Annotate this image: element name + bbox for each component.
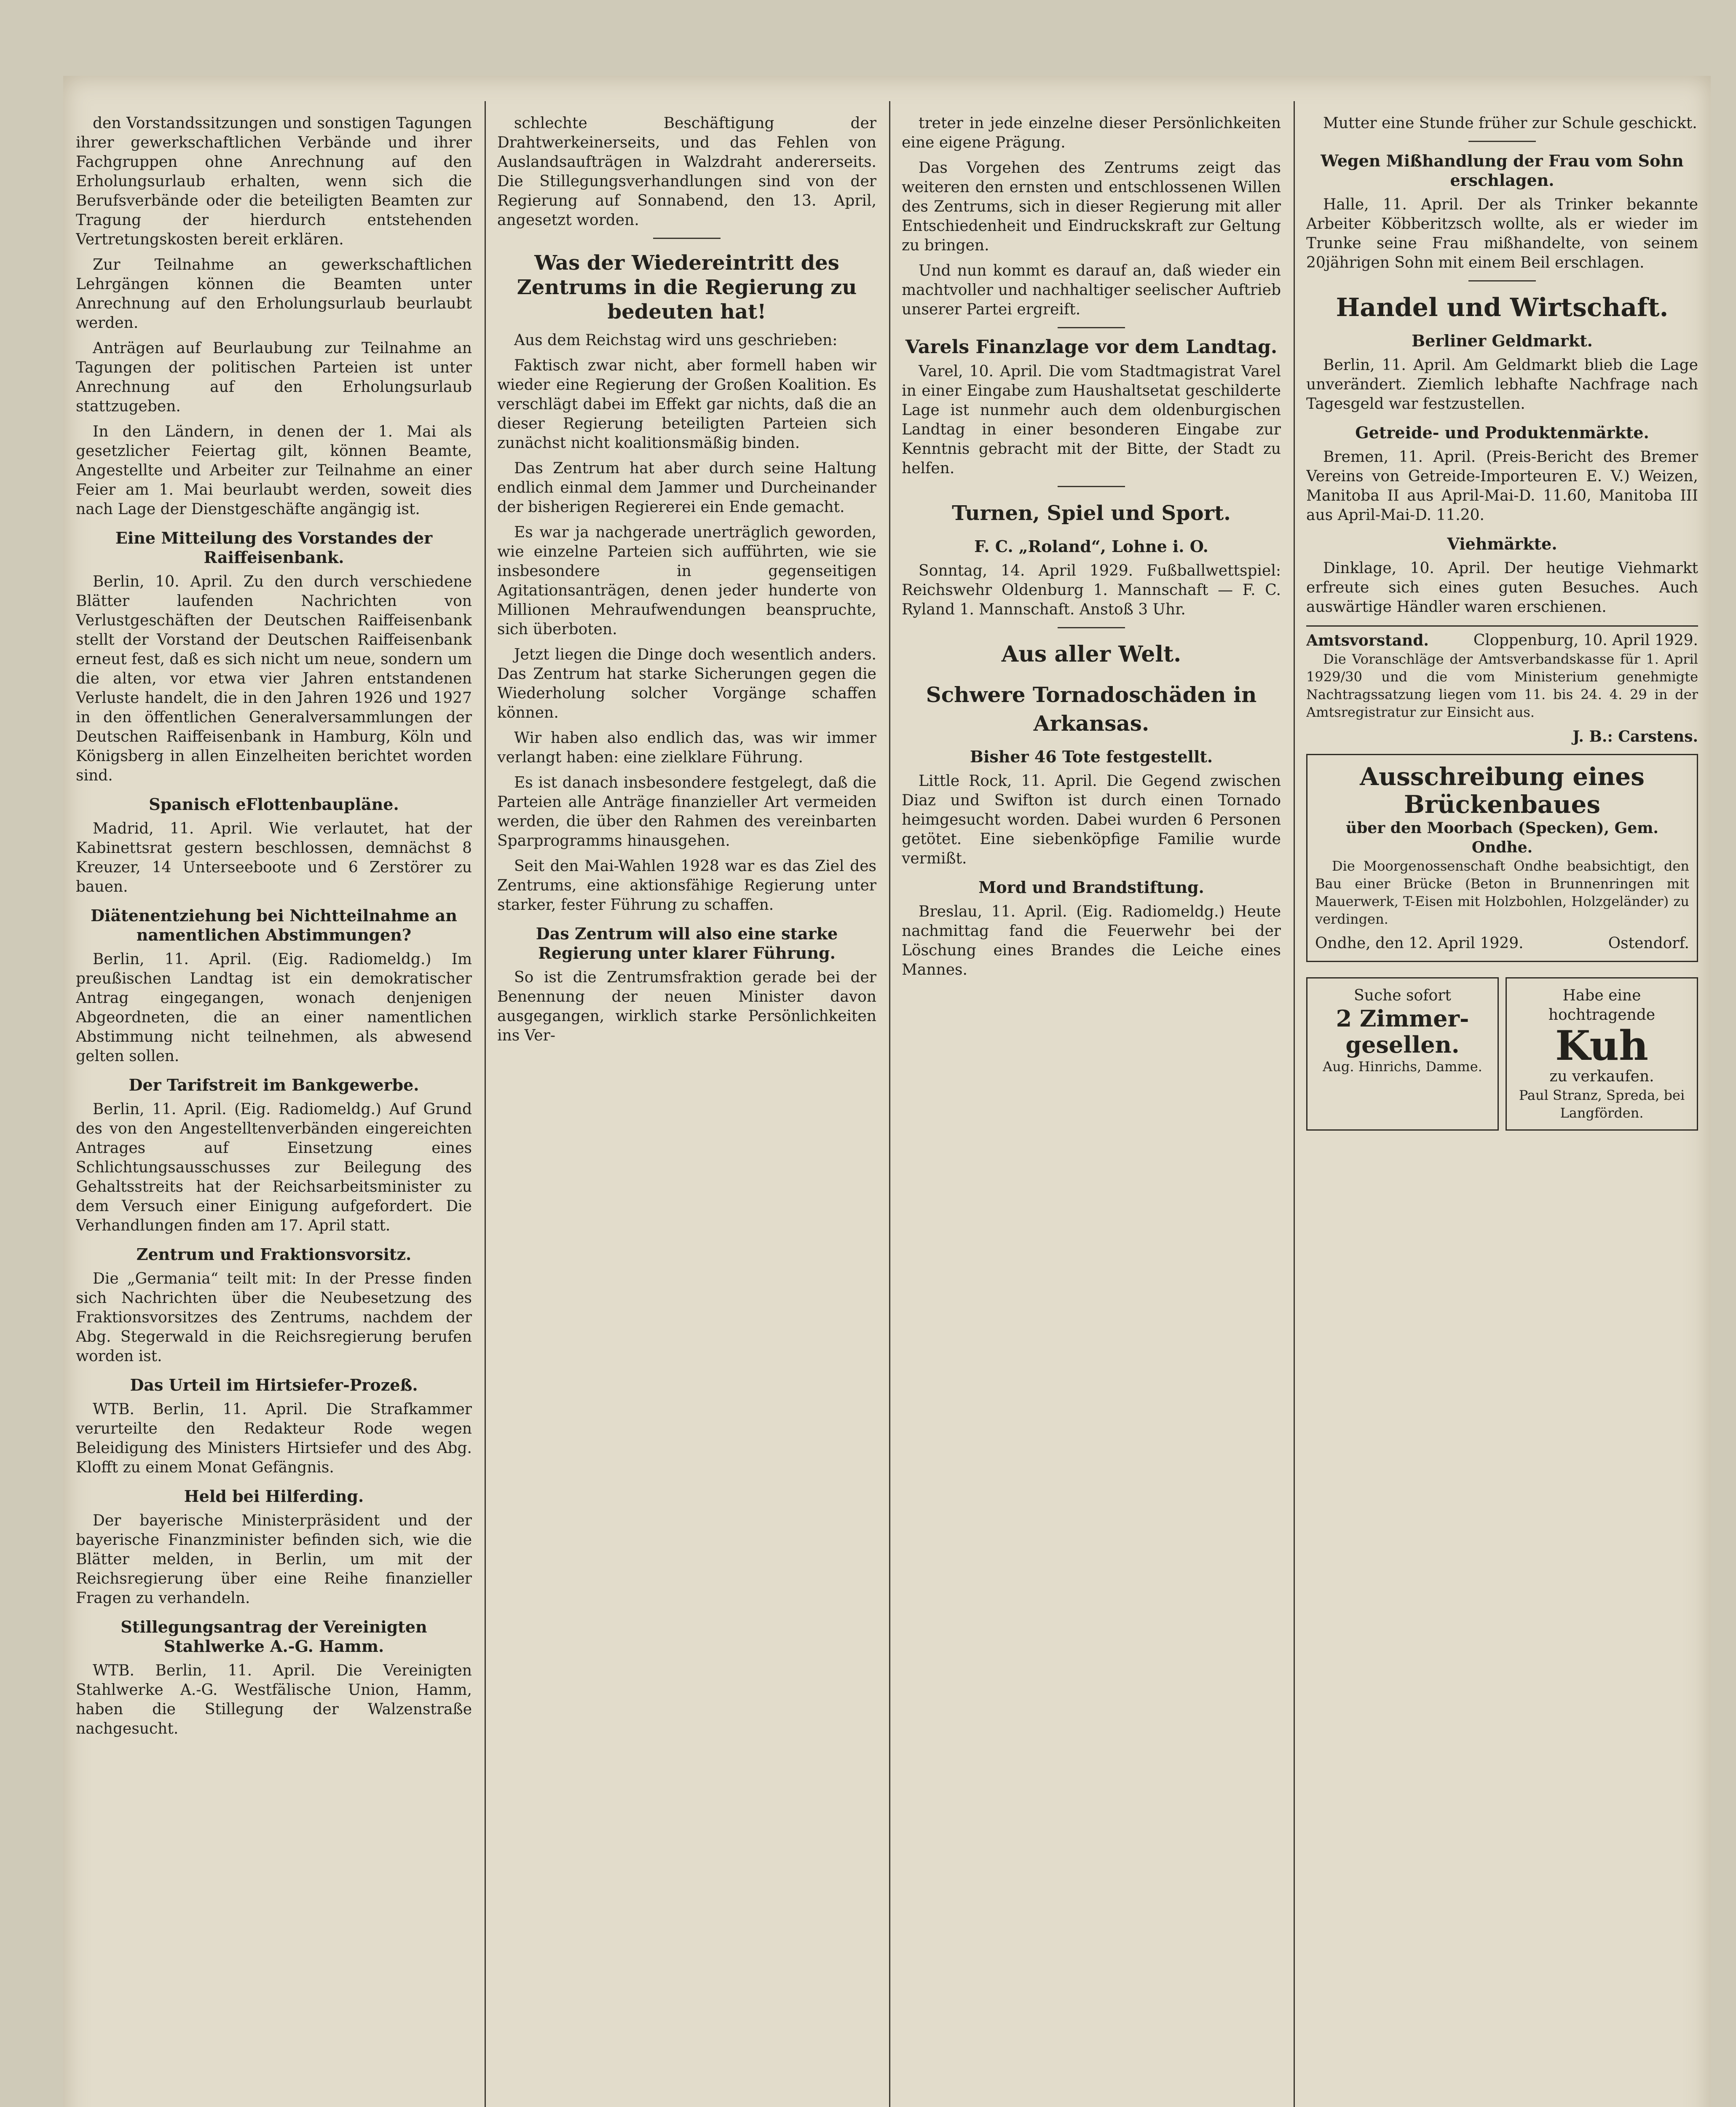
- newspaper-page: [63, 76, 1711, 2107]
- article-paragraph: Es ist danach insbesondere festgelegt, daß die Parteien alle Anträge finanzieller Art vermeiden werden, die über den Rahmen des vereinbarten Sparprogramms hinausgehen.: [497, 774, 876, 850]
- column-3: [902, 114, 1281, 2107]
- headline-aus-aller-welt: Aus aller Welt.: [1001, 641, 1181, 667]
- headline-diaeten: Diätenentziehung bei Nichtteilnahme an namentlichen Abstimmungen?: [91, 906, 457, 944]
- bridge-ad-signature: Ostendorf.: [1608, 935, 1689, 952]
- separator: [1058, 327, 1125, 328]
- separator: [653, 238, 721, 239]
- column-1: [76, 114, 472, 2107]
- headline-handel: Handel und Wirtschaft.: [1336, 293, 1669, 322]
- article-paragraph: Das Vorgehen des Zentrums zeigt das weiteren den ernsten und entschlossenen Willen des Zentrums, sich in dieser Regierung mit aller Entschiedenheit und Eindruckskraft zur Geltung zu bringen.: [902, 159, 1281, 254]
- article-paragraph: Der bayerische Ministerpräsident und der bayerische Finanzminister befinden sich, wie die Blätter melden, in Berlin, um mit der Reichsregierung über eine Reihe finanzieller Fragen zu verhandeln.: [76, 1512, 472, 1607]
- headline-spain: Spanisch eFlottenbaupläne.: [149, 795, 399, 814]
- bridge-ad: [1306, 754, 1698, 962]
- kuh-ad-top: Habe eine hochtragende: [1548, 987, 1656, 1024]
- headline-wiedereintritt: Was der Wiedereintritt des Zentrums in die Regierung zu bedeuten hat!: [517, 251, 857, 324]
- article-paragraph: Berlin, 11. April. (Eig. Radiomeldg.) Auf Grund des von den Angestelltenverbänden eingereichten Antrages auf Einsetzung eines Schlichtungsausschusses zur Beilegung des Gehaltsstreits hat der Reichsarbeitsminister zu dem Versuch einer Einigung aufgefordert. Die Verhandlungen finden am 17. April statt.: [76, 1101, 472, 1234]
- article-paragraph: Zur Teilnahme an gewerkschaftlichen Lehrgängen können die Beamten unter Anrechnung auf den Erholungsurlaub beurlaubt werden.: [76, 256, 472, 332]
- amt-label: Amtsvorstand.: [1306, 632, 1429, 649]
- headline-getreide: Getreide- und Produktenmärkte.: [1355, 423, 1649, 442]
- article-paragraph: Jetzt liegen die Dinge doch wesentlich anders. Das Zentrum hat starke Sicherungen gegen die Wiederholung solcher Vorgänge schaffen können.: [497, 646, 876, 721]
- kuh-ad-contact: Paul Stranz, Spreda, bei Langförden.: [1519, 1087, 1685, 1121]
- article-paragraph: Und nun kommt es darauf an, daß wieder ein machtvoller und nachhaltiger seelischer Auftrieb unserer Partei ergreift.: [902, 262, 1281, 318]
- article-paragraph: Bremen, 11. April. (Preis-Bericht des Bremer Vereins von Getreide-Importeuren E. V.) Weizen, Manitoba II aus April-Mai-D. 11.60, Manitoba III aus April-Mai-D. 11.20.: [1306, 448, 1698, 524]
- headline-stahl: Stillegungsantrag der Vereinigten Stahlwerke A.-G. Hamm.: [121, 1617, 427, 1656]
- column-4: [1306, 114, 1698, 2107]
- article-paragraph: Berlin, 11. April. Am Geldmarkt blieb die Lage unverändert. Ziemlich lebhafte Nachfrage nach Tagesgeld war festzustellen.: [1306, 357, 1698, 413]
- article-paragraph: Wir haben also endlich das, was wir immer verlangt haben: eine zielklare Führung.: [497, 729, 876, 766]
- article-paragraph: WTB. Berlin, 11. April. Die Strafkammer verurteilte den Redakteur Rode wegen Beleidigung des Ministers Hirtsiefer und des Abg. Klofft zu einem Monat Gefängnis.: [76, 1401, 472, 1476]
- headline-geldmarkt: Berliner Geldmarkt.: [1412, 331, 1593, 350]
- article-paragraph: Berlin, 11. April. (Eig. Radiomeldg.) Im preußischen Landtag ist ein demokratischer Antrag eingegangen, wonach denjenigen Abgeordneten, die an einer namentlichen Abstimmung nicht teilnehmen, als abwesend gelten sollen.: [76, 951, 472, 1065]
- headline-urteil: Das Urteil im Hirtsiefer-Prozeß.: [130, 1375, 418, 1394]
- subheadline-tote: Bisher 46 Tote festgestellt.: [970, 747, 1213, 766]
- article-paragraph: Das Zentrum hat aber durch seine Haltung endlich einmal dem Jammer und Durcheinander der bisherigen Regiererei ein Ende gemacht.: [497, 460, 876, 516]
- article-paragraph: WTB. Berlin, 11. April. Die Vereinigten Stahlwerke A.-G. Westfälische Union, Hamm, haben die Stillegung der Walzenstraße nachgesucht.: [76, 1662, 472, 1737]
- article-paragraph: treter in jede einzelne dieser Persönlichkeiten eine eigene Prägung.: [902, 115, 1281, 151]
- gesellen-ad-contact: Aug. Hinrichs, Damme.: [1323, 1059, 1482, 1075]
- bridge-ad-date: Ondhe, den 12. April 1929.: [1315, 935, 1524, 952]
- subheadline-roland: F. C. „Roland“, Lohne i. O.: [974, 537, 1208, 556]
- separator: [1058, 486, 1125, 487]
- bridge-ad-text: Die Moorgenossenschaft Ondhe beabsichtigt, den Bau einer Brücke (Beton in Brunnenringen mit Mauerwerk, T-Eisen mit Holzbohlen, Holzgeländer) zu verdingen.: [1315, 858, 1689, 927]
- article-paragraph: Breslau, 11. April. (Eig. Radiomeldg.) Heute nachmittag fand die Feuerwehr bei der Löschung eines Brandes die Leiche eines Mannes.: [902, 903, 1281, 978]
- headline-turnen: Turnen, Spiel und Sport.: [952, 501, 1231, 525]
- article-paragraph: Little Rock, 11. April. Die Gegend zwischen Diaz und Swifton ist durch einen Tornado heimgesucht worden. Dabei wurden 6 Personen getötet. Eine siebenköpfige Familie wurde vermißt.: [902, 772, 1281, 867]
- separator: [1468, 280, 1536, 281]
- column-rule: [1294, 101, 1295, 2107]
- article-paragraph: Berlin, 10. April. Zu den durch verschiedene Blätter laufenden Nachrichten von Verlustgeschäften der Deutschen Raiffeisenbank stellt der Vorstand der Deutschen Raiffeisenbank erneut fest, daß es sich nicht um neue, sondern um die alten, vor etwa vier Jahren entstandenen Verluste handelt, die in den Jahren 1926 und 1927 in den öffentlichen Generalversammlungen der Deutschen Raiffeisenbank in Hamburg, Köln und Königsberg in allen Einzelheiten berichtet worden sind.: [76, 573, 472, 784]
- article-paragraph: Aus dem Reichstag wird uns geschrieben:: [514, 332, 838, 349]
- kuh-ad-sub: zu verkaufen.: [1549, 1068, 1654, 1085]
- kuh-ad-title: Kuh: [1555, 1022, 1648, 1070]
- article-paragraph: Sonntag, 14. April 1929. Fußballwettspiel: Reichswehr Oldenburg 1. Mannschaft — F. C. Ryland 1. Mannschaft. Anstoß 3 Uhr.: [902, 562, 1281, 618]
- bridge-ad-subtitle: über den Moorbach (Specken), Gem. Ondhe.: [1346, 819, 1658, 856]
- article-paragraph: So ist die Zentrumsfraktion gerade bei der Benennung der neuen Minister davon ausgegangen, wirklich starke Persönlichkeiten ins Ver-: [497, 969, 876, 1044]
- article-paragraph: In den Ländern, in denen der 1. Mai als gesetzlicher Feiertag gilt, können Beamte, Angestellte und Arbeiter zur Teilnahme an einer Feier am 1. Mai beurlaubt werden, soweit dies nach Lage der Dienstgeschäfte angängig ist.: [76, 423, 472, 518]
- kuh-ad: [1506, 977, 1698, 1131]
- article-paragraph: Halle, 11. April. Der als Trinker bekannte Arbeiter Köbberitzsch wollte, als er wieder im Trunke seine Frau mißhandelte, von seinem 20jährigen Sohn mit einem Beil erschlagen.: [1306, 196, 1698, 271]
- article-paragraph: schlechte Beschäftigung der Drahtwerkeinerseits, und das Fehlen von Auslandsaufträgen in Walzdraht andererseits. Die Stillegungsverhandlungen sind von der Regierung auf Sonnabend, den 13. April, angesetzt worden.: [497, 115, 876, 229]
- subheadline-starke-regierung: Das Zentrum will also eine starke Regierung unter klarer Führung.: [536, 924, 838, 962]
- gesellen-ad: [1306, 977, 1499, 1131]
- amt-notice: [1306, 625, 1698, 746]
- bridge-ad-title: Ausschreibung eines Brückenbaues: [1360, 762, 1645, 819]
- article-paragraph: Die „Germania“ teilt mit: In der Presse finden sich Nachrichten über die Neubesetzung des Fraktionsvorsitzes des Zentrums, nachdem der Abg. Stegerwald in die Reichsregierung berufen worden ist.: [76, 1270, 472, 1365]
- headline-held: Held bei Hilferding.: [184, 1487, 364, 1506]
- article-paragraph: Anträgen auf Beurlaubung zur Teilnahme an Tagungen der politischen Parteien ist unter Anrechnung auf den Erholungsurlaub stattzugeben.: [76, 340, 472, 415]
- gesellen-ad-top: Suche sofort: [1354, 987, 1451, 1004]
- article-paragraph: Madrid, 11. April. Wie verlautet, hat der Kabinettsrat gestern beschlossen, demnächst 8 Kreuzer, 14 Unterseeboote und 6 Zerstörer zu bauen.: [76, 820, 472, 895]
- headline-varel: Varels Finanzlage vor dem Landtag.: [905, 336, 1278, 358]
- article-paragraph: den Vorstandssitzungen und sonstigen Tagungen ihrer gewerkschaftlichen Verbände und ihrer Fachgruppen ohne Anrechnung auf den Erholungsurlaub erhalten, wenn sich die Berufsverbände oder die beteiligten Beamten zur Tragung der hierdurch entstehenden Vertretungskosten bereit erklären.: [76, 115, 472, 248]
- small-ads: [1306, 970, 1698, 1138]
- article-paragraph: Es war ja nachgerade unerträglich geworden, wie einzelne Parteien sich aufführten, wie sie insbesondere in gegenseitigen Agitationsanträgen, denen jeder hunderte von Millionen Mehraufwendungen beanspruchte, sich überboten.: [497, 524, 876, 638]
- headline-zentrum: Zentrum und Fraktionsvorsitz.: [136, 1245, 412, 1264]
- gesellen-ad-title: 2 Zimmer-gesellen.: [1336, 1005, 1469, 1058]
- headline-mord: Mord und Brandstiftung.: [978, 878, 1204, 897]
- article-paragraph: Seit den Mai-Wahlen 1928 war es das Ziel des Zentrums, eine aktionsfähige Regierung unter starker, fester Führung zu schaffen.: [497, 858, 876, 914]
- separator: [1468, 141, 1536, 142]
- column-rule: [889, 101, 890, 2107]
- article-paragraph: Faktisch zwar nicht, aber formell haben wir wieder eine Regierung der Großen Koalition. Es verschlägt dabei im Effekt gar nichts, daß die an dieser Regierung beteiligten Parteien sich zunächst nicht koalitionsmäßig binden.: [497, 357, 876, 452]
- amt-date: Cloppenburg, 10. April 1929.: [1473, 632, 1698, 649]
- headline-raiffeisen: Eine Mitteilung des Vorstandes der Raiffeisenbank.: [115, 528, 433, 567]
- headline-vieh: Viehmärkte.: [1447, 534, 1557, 553]
- headline-tornado: Schwere Tornadoschäden in Arkansas.: [926, 682, 1257, 736]
- column-rule: [485, 101, 486, 2107]
- amt-signature: J. B.: Carstens.: [1573, 728, 1698, 745]
- headline-misshandlung: Wegen Mißhandlung der Frau vom Sohn erschlagen.: [1321, 151, 1684, 190]
- article-paragraph: Dinklage, 10. April. Der heutige Viehmarkt erfreute sich eines guten Besuches. Auch auswärtige Händler waren erschienen.: [1306, 560, 1698, 616]
- article-paragraph: Varel, 10. April. Die vom Stadtmagistrat Varel in einer Eingabe zum Haushaltsetat geschilderte Lage ist nunmehr auch dem oldenburgischen Landtag in einer besonderen Eingabe zur Kenntnis gebracht mit der Bitte, der Stadt zu helfen.: [902, 363, 1281, 477]
- article-paragraph: Mutter eine Stunde früher zur Schule geschickt.: [1323, 115, 1697, 132]
- headline-tarif: Der Tarifstreit im Bankgewerbe.: [129, 1075, 419, 1094]
- amt-text: Die Voranschläge der Amtsverbandskasse für 1. April 1929/30 und die vom Ministerium genehmigte Nachtragssatzung liegen vom 11. bis 24. 4. 29 in der Amtsregistratur zur Einsicht aus.: [1306, 651, 1698, 720]
- column-2: [497, 114, 876, 2107]
- separator: [1058, 627, 1125, 628]
